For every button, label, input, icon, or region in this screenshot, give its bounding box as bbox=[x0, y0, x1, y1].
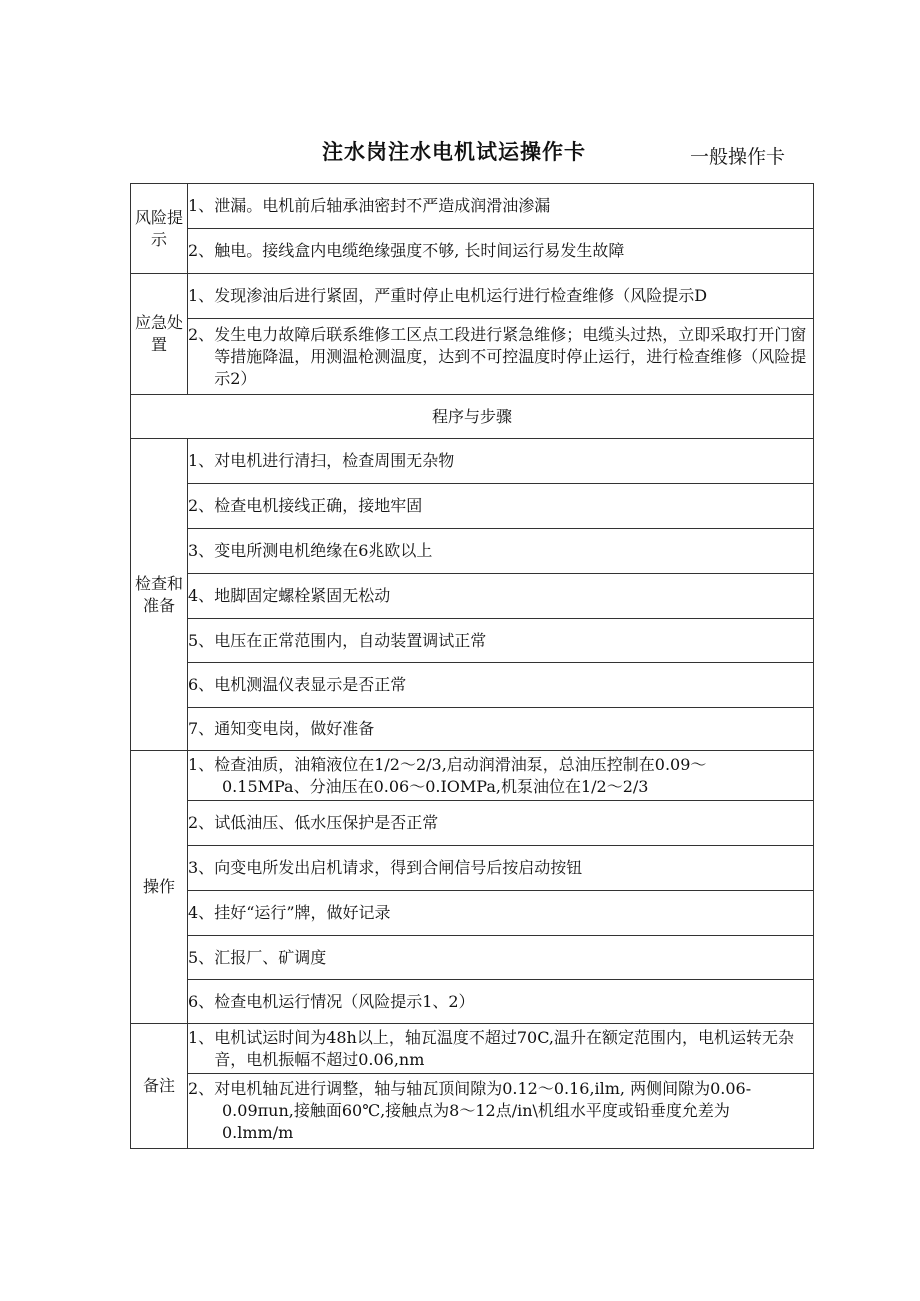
notes-row bbox=[131, 1074, 814, 1149]
check-row bbox=[131, 574, 814, 619]
check-row bbox=[131, 619, 814, 663]
item-number: 1、 bbox=[188, 451, 215, 470]
operation-item-4 bbox=[188, 891, 814, 936]
check-row bbox=[131, 663, 814, 708]
operation-row bbox=[131, 936, 814, 980]
operation-row bbox=[131, 801, 814, 846]
emergency-item-2 bbox=[188, 319, 814, 395]
emergency-row-1 bbox=[131, 274, 814, 319]
check-row bbox=[131, 529, 814, 574]
emergency-item-1 bbox=[188, 274, 814, 319]
item-text: 电压在正常范围内，自动装置调试正常 bbox=[214, 630, 487, 650]
item-number: 2、 bbox=[188, 496, 215, 515]
item-text-continued: 0.09πun,接触面60℃,接触点为8～12点/in\机组水平度或铅垂度允差为 bbox=[222, 1101, 730, 1120]
item-text: 触电。接线盒内电缆绝缘强度不够, 长时间运行易发生故障 bbox=[214, 241, 625, 260]
item-number: 1、 bbox=[188, 754, 215, 774]
operation-label: 操作 bbox=[131, 751, 188, 1024]
check-row bbox=[131, 439, 814, 484]
item-number: 3、 bbox=[188, 541, 215, 560]
operation-card-table bbox=[130, 183, 814, 1149]
procedure-header: 程序与步骤 bbox=[131, 395, 814, 439]
item-text: 向变电所发出启机请求，得到合闸信号后按启动按钮 bbox=[214, 858, 583, 877]
item-number: 4、 bbox=[188, 903, 215, 922]
item-text: 对电机轴瓦进行调整，轴与轴瓦顶间隙为0.12～0.16,ilm, 两侧间隙为0.06- bbox=[214, 1079, 752, 1098]
item-number: 5、 bbox=[188, 630, 215, 650]
item-text-continued: 0.lmm/m bbox=[222, 1123, 294, 1142]
operation-row bbox=[131, 846, 814, 891]
item-text: 检查电机运行情况（风险提示1、2） bbox=[214, 991, 475, 1011]
check-item-2 bbox=[188, 484, 814, 529]
item-text: 检查油质，油箱液位在1/2～2/3,启动润滑油泵，总油压控制在0.09～ bbox=[214, 754, 707, 774]
item-number: 2、 bbox=[188, 241, 215, 260]
item-number: 2、 bbox=[188, 1079, 215, 1098]
item-number: 2、 bbox=[188, 813, 215, 832]
item-number: 5、 bbox=[188, 947, 215, 967]
check-item-4 bbox=[188, 574, 814, 619]
item-number: 1、 bbox=[188, 196, 215, 215]
risk-row-1 bbox=[131, 184, 814, 229]
item-text: 汇报厂、矿调度 bbox=[214, 947, 327, 967]
operation-row bbox=[131, 751, 814, 801]
risk-label: 风险提示 bbox=[131, 184, 188, 274]
check-item-7 bbox=[188, 708, 814, 751]
emergency-row-2 bbox=[131, 319, 814, 395]
item-text-continued: 0.15MPa、分油压在0.06～0.IOMPa,机泵油位在1/2～2/3 bbox=[222, 776, 649, 796]
item-number: 1、 bbox=[188, 286, 215, 305]
operation-item-1 bbox=[188, 751, 814, 801]
item-text: 变电所测电机绝缘在6兆欧以上 bbox=[214, 541, 433, 560]
item-text: 地脚固定螺栓紧固无松动 bbox=[214, 586, 391, 605]
item-number: 4、 bbox=[188, 586, 215, 605]
procedure-header-row bbox=[131, 395, 814, 439]
operation-item-5 bbox=[188, 936, 814, 980]
item-text: 电机测温仪表显示是否正常 bbox=[214, 675, 407, 694]
check-item-1 bbox=[188, 439, 814, 484]
item-number: 2、 bbox=[188, 324, 215, 344]
risk-item-1 bbox=[188, 184, 814, 229]
notes-label: 备注 bbox=[131, 1024, 188, 1149]
operation-item-2 bbox=[188, 801, 814, 846]
check-item-3 bbox=[188, 529, 814, 574]
card-type-label: 一般操作卡 bbox=[690, 146, 786, 168]
page-title: 注水岗注水电机试运操作卡 bbox=[322, 140, 586, 164]
risk-row-2 bbox=[131, 229, 814, 274]
item-text: 发现渗油后进行紧固，严重时停止电机运行进行检查维修（风险提示D bbox=[214, 286, 708, 305]
item-text: 通知变电岗，做好准备 bbox=[214, 719, 375, 738]
item-text: 检查电机接线正确，接地牢固 bbox=[214, 496, 423, 515]
item-number: 6、 bbox=[188, 991, 215, 1011]
notes-item-1 bbox=[188, 1024, 814, 1074]
check-item-5 bbox=[188, 619, 814, 663]
item-number: 7、 bbox=[188, 719, 215, 738]
item-text: 挂好“运行”牌，做好记录 bbox=[214, 903, 391, 922]
item-text: 电机试运时间为48h以上，轴瓦温度不超过70C,温升在额定范围内，电机运转无杂音，电机振幅不超过0.06,nm bbox=[214, 1027, 794, 1069]
item-number: 1、 bbox=[188, 1027, 215, 1047]
notes-item-2 bbox=[188, 1074, 814, 1149]
item-number: 6、 bbox=[188, 675, 215, 694]
check-item-6 bbox=[188, 663, 814, 708]
emergency-label: 应急处置 bbox=[131, 274, 188, 395]
check-label: 检查和准备 bbox=[131, 439, 188, 751]
check-row bbox=[131, 484, 814, 529]
item-text: 对电机进行清扫，检查周围无杂物 bbox=[214, 451, 455, 470]
operation-row bbox=[131, 980, 814, 1024]
risk-item-2 bbox=[188, 229, 814, 274]
operation-item-6 bbox=[188, 980, 814, 1024]
item-text: 试低油压、低水压保护是否正常 bbox=[214, 813, 439, 832]
item-number: 3、 bbox=[188, 858, 215, 877]
notes-row bbox=[131, 1024, 814, 1074]
operation-row bbox=[131, 891, 814, 936]
check-row bbox=[131, 708, 814, 751]
item-text: 发生电力故障后联系维修工区点工段进行紧急维修；电缆头过热，立即采取打开门窗等措施降温，用测温枪测温度，达到不可控温度时停止运行，进行检查维修（风险提示2） bbox=[214, 324, 807, 388]
item-text: 泄漏。电机前后轴承油密封不严造成润滑油渗漏 bbox=[214, 196, 551, 215]
operation-item-3 bbox=[188, 846, 814, 891]
